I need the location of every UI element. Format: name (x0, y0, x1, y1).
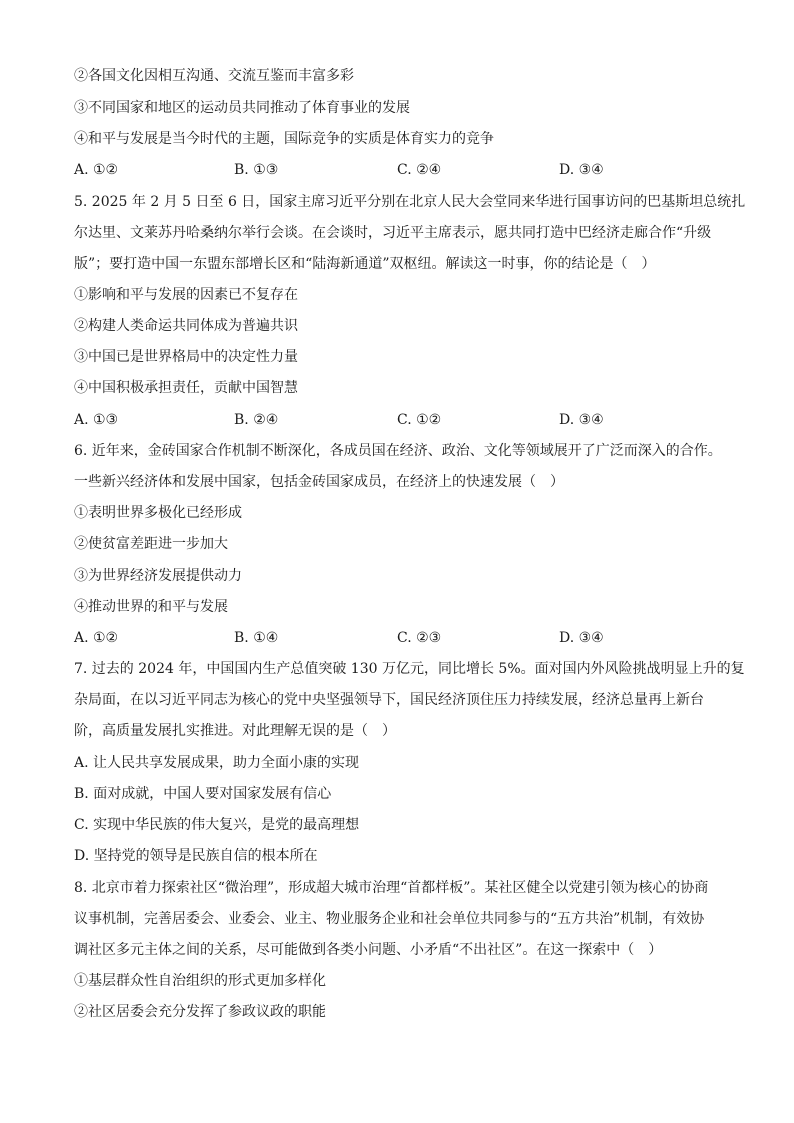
q6-option-b: B. ①④ (234, 630, 279, 646)
q7-stem-line-2: 杂局面，在以习近平同志为核心的党中央坚强领导下，国民经济顶住压力持续发展，经济总量再上新台 (74, 692, 704, 708)
q5-statement-3: ③中国已是世界格局中的决定性力量 (74, 349, 298, 365)
q4-option-d: D. ③④ (559, 162, 604, 178)
q6-statement-2: ②使贫富差距进一步加大 (74, 536, 228, 552)
q5-stem-line-2: 尔达里、文莱苏丹哈桑纳尔举行会谈。在会谈时，习近平主席表示，愿共同打造中巴经济走廊合作“升级 (74, 225, 712, 241)
q5-option-d: D. ③④ (559, 412, 604, 428)
q4-statement-2: ②各国文化因相互沟通、交流互鉴而丰富多彩 (74, 68, 354, 84)
q5-option-a: A. ①③ (74, 412, 119, 428)
q6-statement-3: ③为世界经济发展提供动力 (74, 568, 242, 584)
q5-stem-line-1: 5. 2025 年 2 月 5 日至 6 日，国家主席习近平分别在北京人民大会堂同来华进行国事访问的巴基斯坦总统扎 (74, 194, 746, 210)
q6-statement-1: ①表明世界多极化已经形成 (74, 505, 242, 521)
q6-option-d: D. ③④ (559, 630, 604, 646)
q6-options (74, 628, 724, 648)
q5-option-c: C. ①② (397, 412, 442, 428)
q5-options (74, 410, 724, 430)
q6-stem-line-1: 6. 近年来，金砖国家合作机制不断深化，各成员国在经济、政治、文化等领域展开了广泛而深入的合作。 (74, 443, 722, 459)
q8-stem-line-3: 调社区多元主体之间的关系，尽可能做到各类小问题、小矛盾“不出社区”。在这一探索中（ ） (74, 942, 663, 958)
q4-options (74, 160, 724, 180)
q4-option-b: B. ①③ (234, 162, 279, 178)
q5-statement-2: ②构建人类命运共同体成为普遍共识 (74, 318, 298, 334)
q8-stem-line-1: 8. 北京市着力探索社区“微治理”，形成超大城市治理“首都样板”。某社区健全以党建引领为核心的协商 (74, 880, 709, 896)
q5-stem-line-3: 版”；要打造中国一东盟东部增长区和“陆海新通道”双枢纽。解读这一时事，你的结论是（ ） (74, 256, 656, 272)
q5-statement-4: ④中国积极承担责任，贡献中国智慧 (74, 380, 298, 396)
q4-option-a: A. ①② (74, 162, 119, 178)
q6-option-c: C. ②③ (397, 630, 442, 646)
q7-choice-a: A. 让人民共享发展成果，助力全面小康的实现 (74, 755, 360, 771)
q7-choice-b: B. 面对成就，中国人要对国家发展有信心 (74, 786, 332, 802)
q7-choice-d: D. 坚持党的领导是民族自信的根本所在 (74, 848, 318, 864)
q5-statement-1: ①影响和平与发展的因素已不复存在 (74, 287, 298, 303)
q4-statement-3: ③不同国家和地区的运动员共同推动了体育事业的发展 (74, 100, 410, 116)
q8-statement-2: ②社区居委会充分发挥了参政议政的职能 (74, 1004, 326, 1020)
q6-stem-line-2: 一些新兴经济体和发展中国家，包括金砖国家成员，在经济上的快速发展（ ） (74, 474, 564, 490)
q7-stem-line-1: 7. 过去的 2024 年，中国国内生产总值突破 130 万亿元，同比增长 5%。面对国内外风险挑战明显上升的复 (74, 661, 745, 677)
q6-statement-4: ④推动世界的和平与发展 (74, 599, 228, 615)
q7-choice-c: C. 实现中华民族的伟大复兴，是党的最高理想 (74, 817, 360, 833)
q8-stem-line-2: 议事机制，完善居委会、业委会、业主、物业服务企业和社会单位共同参与的“五方共治”机制，有效协 (74, 911, 705, 927)
q4-statement-4: ④和平与发展是当今时代的主题，国际竞争的实质是体育实力的竞争 (74, 131, 494, 147)
q7-stem-line-3: 阶，高质量发展扎实推进。对此理解无误的是（ ） (74, 723, 396, 739)
q8-statement-1: ①基层群众性自治组织的形式更加多样化 (74, 973, 326, 989)
q5-option-b: B. ②④ (234, 412, 279, 428)
q6-option-a: A. ①② (74, 630, 119, 646)
q4-option-c: C. ②④ (397, 162, 442, 178)
